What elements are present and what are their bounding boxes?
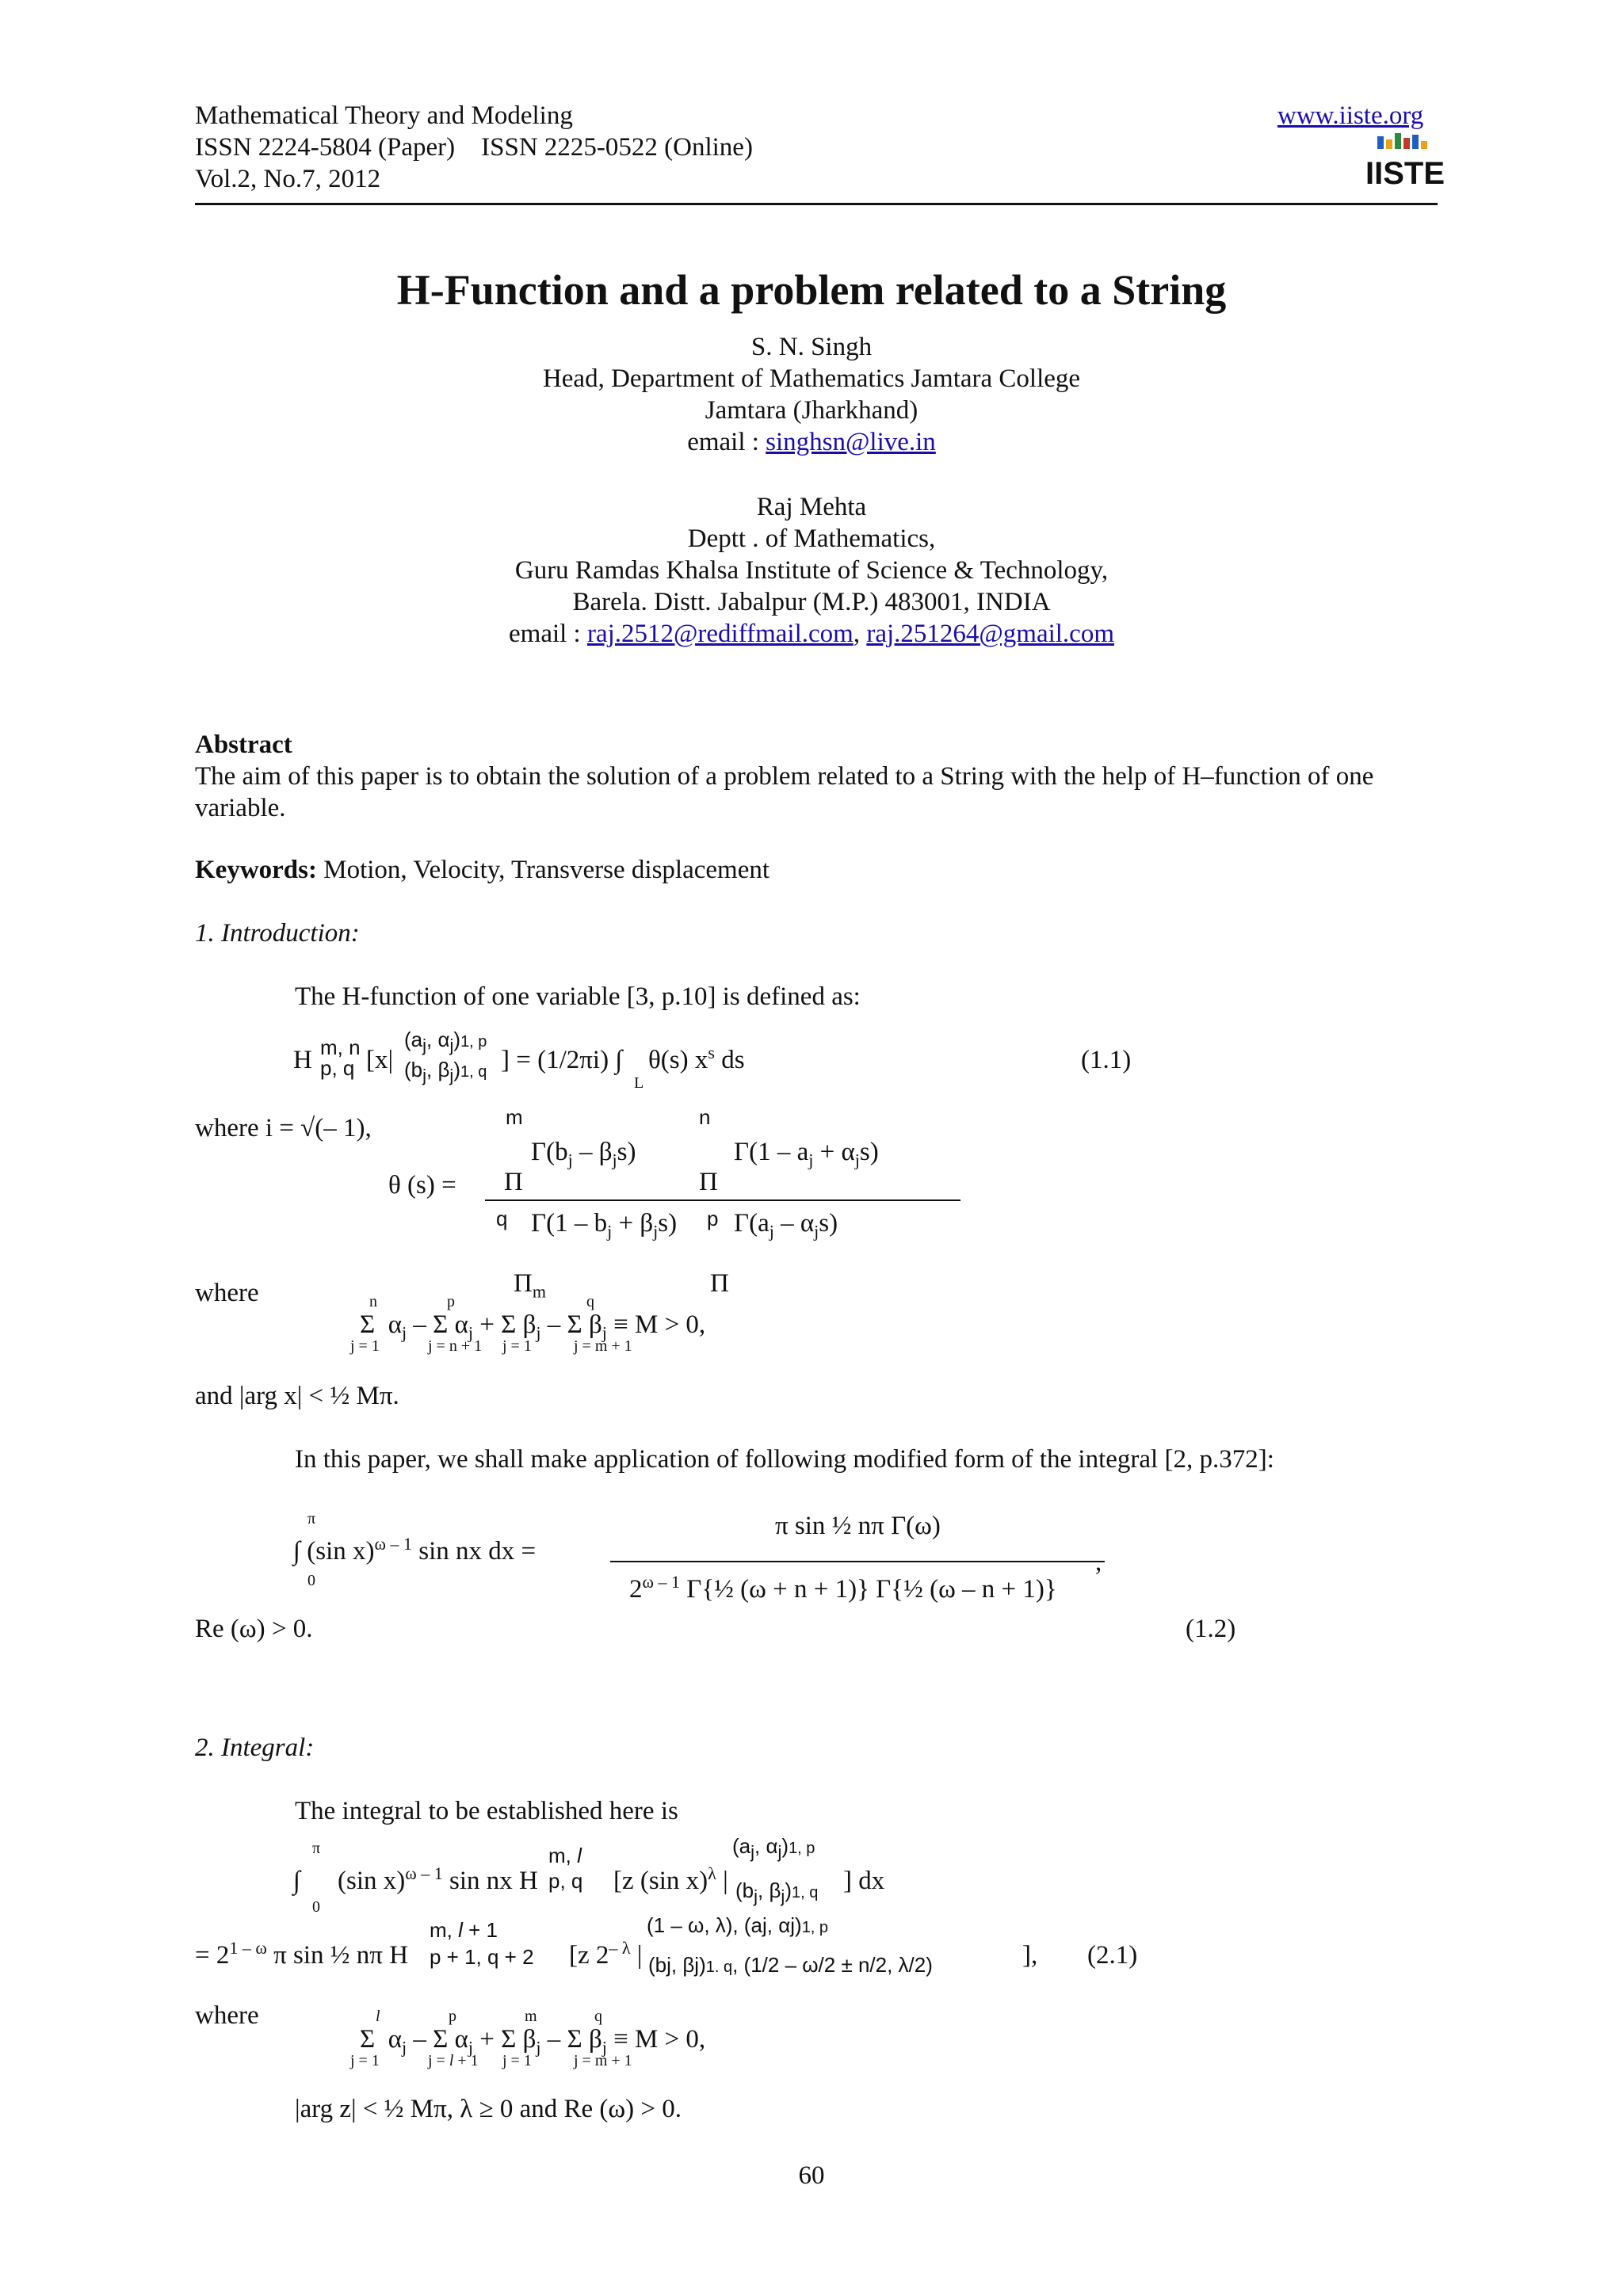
application-sentence: In this paper, we shall make application of following modified form of the integral [2, p.372]: bbox=[295, 1445, 1274, 1474]
where-i: where i = √(– 1), bbox=[195, 1114, 372, 1142]
equation-2-1-label: (2.1) bbox=[1087, 1941, 1138, 1970]
author-2-dept: Deptt . of Mathematics, bbox=[687, 524, 936, 553]
keywords-label: Keywords: bbox=[195, 856, 317, 884]
where-label-2: where bbox=[195, 2001, 259, 2030]
journal-issn: ISSN 2224-5804 (Paper) ISSN 2225-0522 (Online) bbox=[195, 133, 753, 162]
author-1-location: Jamtara (Jharkhand) bbox=[705, 396, 918, 425]
equation-2-1-lhs: π ∫ 0 (sin x)$^{\omega - 1}$ sin nx H m, l p, q [z (sin x)$^\lambda$ | ($a_j$, $\alpha_j)1$, p ($b_j$, $\beta_j)1$, q ] dx bbox=[293, 1834, 885, 1916]
author-1-email-link[interactable]: singhsn@live.in bbox=[766, 428, 936, 456]
abstract-heading: Abstract bbox=[195, 730, 292, 759]
theta-lhs: θ (s) = bbox=[388, 1171, 456, 1199]
section-1-heading: 1. Introduction: bbox=[195, 919, 360, 948]
sum-condition-1: $\Pi_m$ Π n p q Σ $\alpha_j$ – Σ $\alpha_j + \Sigma$ $\beta_j$ – Σ $\beta_j \equiv M > 0$, j = 1 j = n + 1 j = 1 j = m + 1 bbox=[350, 1269, 729, 1355]
author-2-name: Raj Mehta bbox=[756, 493, 867, 521]
section-2-heading: 2. Integral: bbox=[195, 1733, 315, 1762]
author-2-address: Barela. Distt. Jabalpur (M.P.) 483001, INDIA bbox=[572, 588, 1051, 616]
author-1-email-line: email : singhsn@live.in bbox=[687, 428, 936, 456]
where-label-1: where bbox=[195, 1279, 259, 1307]
theta-definition: m n $\Gamma(b_j - \beta_js)$ $\Gamma(1 - a_j + \alpha_js)$ θ (s) = Π Π q p $\Gamma(1 - b_j + \beta_js)$ $\Gamma(a_j - \alpha_js)$ bbox=[380, 1106, 983, 1249]
equation-2-1-rhs: = $2^{1 - \omega}$ π sin ½ nπ H m, l + 1 p + 1, q + 2 [z $2^{- \lambda}$ | (1 – ω, λ), (aj, αj)1, p (bj, βj)1. q, (1/2 – ω/2 ± n/2, λ/2) ], bbox=[195, 1913, 1038, 1977]
re-omega-condition: Re (ω) > 0. bbox=[195, 1615, 313, 1643]
intro-sentence: The H-function of one variable [3, p.10] is defined as: bbox=[295, 982, 861, 1011]
iiste-logo bbox=[1365, 132, 1445, 195]
equation-1-1-label: (1.1) bbox=[1081, 1046, 1132, 1074]
paper-title: H-Function and a problem related to a String bbox=[396, 266, 1227, 314]
author-2-email-link-2[interactable]: raj.251264@gmail.com bbox=[866, 620, 1114, 648]
website-link[interactable]: www.iiste.org bbox=[1277, 101, 1424, 130]
keywords-text: Motion, Velocity, Transverse displacement bbox=[316, 856, 770, 884]
abstract-line-2: variable. bbox=[195, 794, 286, 822]
journal-volume: Vol.2, No.7, 2012 bbox=[195, 165, 381, 193]
equation-1-1: H m, n p, q [x| ($a_j$, $\alpha_j)1$, p ($b_j$, $\beta_j)1$, q ] = (1/2πi) ∫ L θ(s) $x^s$ ds bbox=[293, 1028, 745, 1092]
author-2-institute: Guru Ramdas Khalsa Institute of Science & Technology, bbox=[514, 556, 1109, 585]
header-rule bbox=[195, 203, 1438, 205]
author-1-affiliation: Head, Department of Mathematics Jamtara College bbox=[542, 364, 1081, 393]
abstract-line-1: The aim of this paper is to obtain the solution of a problem related to a String with the help of H–function of one bbox=[195, 762, 1374, 791]
author-2-email-line: email : raj.2512@rediffmail.com, raj.251264@gmail.com bbox=[509, 620, 1114, 648]
page-number: 60 bbox=[798, 2161, 825, 2190]
equation-1-2: π ∫ (sin x)$^{\omega - 1}$ sin nx dx = 0 π sin ½ nπ Γ(ω) , $2^{\omega - 1}$ Γ{½ (ω + n + 1)} Γ{½ (ω – n + 1)} bbox=[290, 1510, 1130, 1613]
arg-z-condition: |arg z| < ½ Mπ, λ ≥ 0 and Re (ω) > 0. bbox=[295, 2095, 682, 2123]
integral-sentence: The integral to be established here is bbox=[295, 1797, 678, 1825]
keywords bbox=[195, 854, 769, 886]
sum-condition-2: l p m q Σ $\alpha_j$ – Σ $\alpha_j + \Sigma$ $\beta_j$ – Σ $\beta_j \equiv M > 0$, j = 1 j = l + 1 j = 1 j = m + 1 bbox=[350, 2008, 706, 2069]
author-1-name: S. N. Singh bbox=[750, 333, 873, 361]
author-2-email-link-1[interactable]: raj.2512@rediffmail.com bbox=[586, 620, 854, 648]
logo-text: IISTE bbox=[1365, 156, 1445, 191]
arg-x-condition: and |arg x| < ½ Mπ. bbox=[195, 1382, 399, 1410]
equation-1-2-label: (1.2) bbox=[1186, 1615, 1236, 1643]
journal-name: Mathematical Theory and Modeling bbox=[195, 101, 573, 130]
